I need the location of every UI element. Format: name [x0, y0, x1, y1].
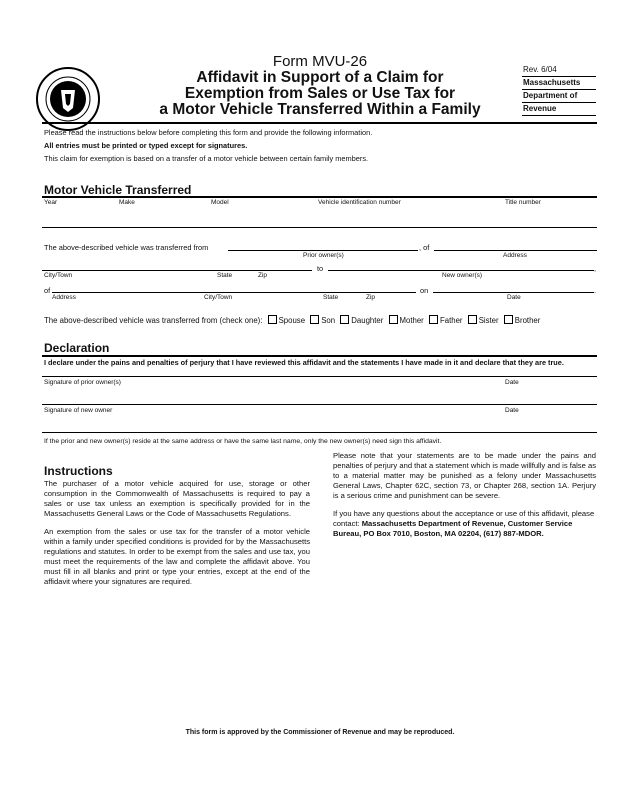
signature-line[interactable] [42, 404, 597, 405]
intro-line: Please read the instructions below before completing this form and provide the following information. [44, 128, 373, 137]
relation-label: Sister [478, 316, 499, 325]
section-divider [42, 196, 597, 198]
section-heading-vehicle: Motor Vehicle Transferred [44, 183, 192, 197]
city-label: City/Town [44, 272, 73, 279]
sister-checkbox[interactable] [468, 315, 477, 324]
instruction-paragraph [333, 509, 596, 539]
column-label-vin: Vehicle identification number [318, 199, 401, 206]
comma: , [594, 264, 597, 273]
relation-label: Mother [399, 316, 424, 325]
daughter-checkbox[interactable] [340, 315, 349, 324]
date-label: Date [505, 379, 519, 386]
of-text: of [44, 286, 51, 295]
state-label: State [323, 294, 339, 301]
date-label: Date [507, 294, 521, 301]
agency-block [522, 76, 596, 116]
relation-label: Daughter [351, 316, 384, 325]
revision-date: Rev. 6/04 [523, 65, 557, 74]
state-label: State [217, 272, 233, 279]
relation-label: Brother [514, 316, 541, 325]
intro-line: This claim for exemption is based on a transfer of a motor vehicle between certain family members. [44, 154, 369, 163]
prior-city-state-zip-field[interactable] [42, 270, 312, 271]
spouse-checkbox[interactable] [268, 315, 277, 324]
section-divider [42, 355, 597, 357]
header-divider [42, 122, 597, 124]
instructions-left-column [44, 479, 310, 595]
new-owner-address-field[interactable] [52, 292, 416, 293]
instruction-paragraph: Please note that your statements are to be made under the pains and penalties of perjury and that a statement which is made willfully and is false as to a material matter may be punished as a felony under Massachusetts General Laws, Chapter 62C, section 73, or Chapter 268, section 1A. Perjury is a serious crime and punishment can be severe. [333, 451, 596, 500]
zip-label: Zip [366, 294, 376, 301]
agency-line: Massachusetts [522, 76, 596, 89]
title-line: a Motor Vehicle Transferred Within a Family [159, 101, 481, 118]
mother-checkbox[interactable] [389, 315, 398, 324]
transferred-from-text: The above-described vehicle was transferred from [44, 243, 209, 252]
city-label: City/Town [204, 294, 233, 301]
to-text: to [317, 264, 324, 273]
form-number: Form MVU-26 [272, 53, 368, 70]
relation-checklist [44, 315, 540, 325]
address-label: Address [503, 252, 527, 259]
zip-label: Zip [258, 272, 268, 279]
new-owner-label: New owner(s) [442, 272, 483, 279]
address-label: Address [52, 294, 76, 301]
agency-line: Department of [522, 89, 596, 102]
column-label-make: Make [119, 199, 135, 206]
agency-line: Revenue [522, 102, 596, 116]
section-heading-instructions: Instructions [44, 464, 113, 478]
intro-line: All entries must be printed or typed except for signatures. [44, 141, 248, 150]
of-text: , of [419, 243, 430, 252]
declaration-statement: I declare under the pains and penalties of perjury that I have reviewed this affidavit and the statements I have made in it and declare that they are true. [44, 358, 564, 367]
column-label-title-number: Title number [505, 199, 541, 206]
date-label: Date [505, 407, 519, 414]
relation-label: Son [321, 316, 336, 325]
column-label-model: Model [211, 199, 229, 206]
vehicle-info-field[interactable] [42, 227, 597, 228]
contact-intro: If you have any questions about the acceptance or use of this affidavit, please contact: [333, 509, 595, 528]
transfer-date-field[interactable] [433, 292, 594, 293]
comma: . [594, 286, 597, 295]
declaration-note: If the prior and new owner(s) reside at the same address or have the same last name, only the new owner(s) need sign this affidavit. [44, 438, 442, 445]
prior-owner-field[interactable] [228, 250, 418, 251]
relation-label: Father [439, 316, 463, 325]
signature-prior-label: Signature of prior owner(s) [44, 379, 121, 386]
father-checkbox[interactable] [429, 315, 438, 324]
prior-owner-label: Prior owner(s) [303, 252, 344, 259]
title-line: Affidavit in Support of a Claim for [196, 69, 444, 86]
column-label-year: Year [44, 199, 58, 206]
signature-new-label: Signature of new owner [44, 407, 113, 414]
instruction-paragraph: An exemption from the sales or use tax for the transfer of a motor vehicle within a family under specified conditions is provided for by the Massachusetts regulations and statutes. In order to be exempt from the sales and use tax, you must meet the requirements of the law and complete the affidavit above. You must fill in all blanks and print or type your entries, except at the end of the affidavit where your signatures are required. [44, 527, 310, 586]
relation-prompt: The above-described vehicle was transferred from (check one): [44, 316, 263, 325]
contact-address: Massachusetts Department of Revenue, Customer Service Bureau, PO Box 7010, Boston, MA 02204, (617) 887-MDOR. [333, 519, 573, 538]
instruction-paragraph: The purchaser of a motor vehicle acquired for use, storage or other consumption in the Commonwealth of Massachusetts is required to pay a sales or use tax unless an exemption is specifically provided for in the Massachusetts General Laws or the Code of Massachusetts Regulations. [44, 479, 310, 518]
section-heading-declaration: Declaration [44, 341, 110, 355]
footer-note: This form is approved by the Commissioner of Revenue and may be reproduced. [185, 729, 455, 736]
brother-checkbox[interactable] [504, 315, 513, 324]
new-owner-field[interactable] [328, 270, 594, 271]
form-title [120, 70, 520, 118]
title-line: Exemption from Sales or Use Tax for [184, 85, 456, 102]
relation-label: Spouse [278, 316, 306, 325]
prior-address-field[interactable] [434, 250, 597, 251]
signature-line[interactable] [42, 376, 597, 377]
instructions-right-column [333, 451, 596, 547]
signature-line[interactable] [42, 432, 597, 433]
on-text: on [420, 286, 429, 295]
son-checkbox[interactable] [310, 315, 319, 324]
